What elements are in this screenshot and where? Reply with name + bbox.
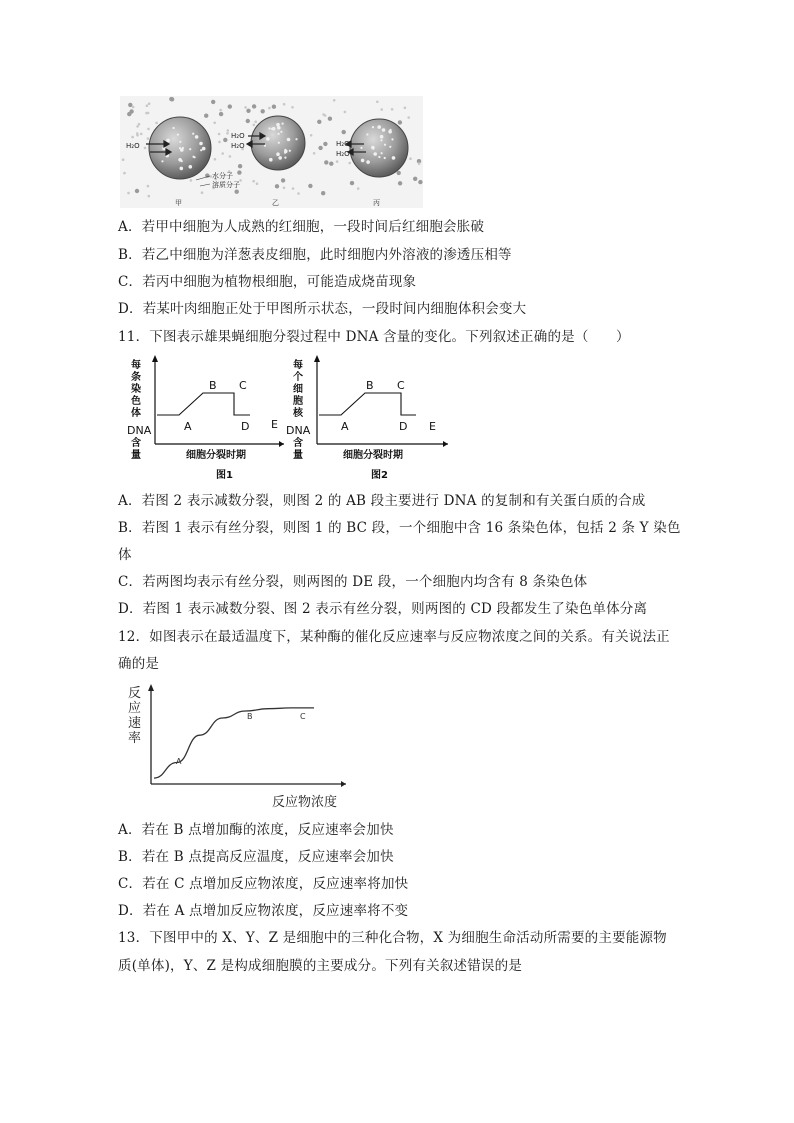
water-dot: [136, 125, 139, 128]
fig2-ylabel-c2: 个: [293, 372, 303, 383]
solute-dot: [413, 177, 417, 181]
water-dot: [140, 133, 143, 136]
inner-molecule-dot: [372, 148, 374, 150]
water-dot: [376, 101, 379, 104]
inner-molecule-dot: [195, 135, 199, 139]
solute-dot: [317, 120, 321, 124]
legend-solute: 溶质分子: [212, 181, 240, 189]
q10-option-d: D．若某叶肉细胞正处于甲图所示状态，一段时间内细胞体积会变大: [118, 301, 527, 317]
inner-molecule-dot: [271, 128, 273, 130]
water-dot: [146, 104, 149, 107]
fig2-point-e: E: [429, 420, 436, 433]
water-dot: [344, 111, 347, 114]
solute-dot: [128, 103, 132, 107]
solute-dot: [272, 105, 276, 109]
q12-stem-line2: 确的是: [118, 656, 160, 672]
inner-molecule-dot: [366, 133, 368, 135]
q12-option-c: C．若在 C 点增加反应物浓度，反应速率将加快: [118, 876, 409, 892]
water-dot: [418, 162, 421, 165]
inner-molecule-dot: [284, 152, 286, 154]
inner-molecule-dot: [384, 144, 386, 146]
legend-water: 水分子: [212, 172, 233, 180]
h2o-label-jia: H₂O: [126, 142, 140, 150]
water-dot: [380, 108, 383, 111]
label-yi: 乙: [272, 199, 279, 207]
solute-dot: [228, 104, 232, 108]
inner-molecule-dot: [182, 147, 184, 149]
solute-dot: [246, 119, 250, 123]
water-dot: [244, 106, 247, 109]
inner-molecule-dot: [178, 158, 182, 162]
inner-molecule-dot: [391, 138, 393, 140]
water-dot: [190, 179, 193, 182]
water-dot: [218, 141, 221, 144]
inner-molecule-dot: [388, 130, 392, 134]
inner-molecule-dot: [199, 142, 203, 146]
fig1-caption: 图1: [216, 470, 233, 481]
fig2-ylabel-c6: 含: [293, 438, 303, 449]
solute-dot: [246, 109, 250, 113]
water-dot: [218, 133, 221, 136]
solute-dot: [204, 114, 208, 118]
inner-molecule-dot: [278, 156, 282, 160]
h2o-label-yi-2: H₂O: [231, 142, 245, 150]
water-dot: [148, 195, 151, 198]
h2o-label-bing-2: H₂O: [336, 150, 350, 158]
fig2-ylabel-dna: DNA: [286, 424, 311, 437]
water-dot: [254, 121, 257, 124]
osmosis-svg: [120, 96, 423, 208]
inner-molecule-dot: [380, 139, 382, 141]
water-dot: [324, 114, 327, 117]
osmosis-figure: [120, 96, 423, 208]
water-dot: [144, 147, 147, 150]
water-dot: [131, 136, 134, 139]
fig2-ylabel-c5: 核: [293, 408, 303, 419]
water-dot: [227, 129, 230, 132]
solute-dot: [318, 146, 322, 150]
inner-molecule-dot: [377, 125, 381, 129]
fig2-point-b: B: [366, 379, 374, 392]
fig1-ylabel-c1: 每: [131, 360, 141, 371]
water-dot: [391, 108, 394, 111]
inner-molecule-dot: [278, 133, 280, 135]
water-dot: [226, 132, 229, 135]
water-dot: [155, 122, 158, 125]
solute-dot: [275, 184, 279, 188]
inner-molecule-dot: [202, 147, 206, 151]
inner-molecule-dot: [266, 137, 270, 141]
water-dot: [297, 192, 300, 195]
solute-dot: [235, 190, 239, 194]
inner-molecule-dot: [194, 156, 196, 158]
inner-molecule-dot: [192, 133, 194, 135]
solute-dot: [261, 109, 265, 113]
solute-dot: [211, 100, 215, 104]
reaction-rate-chart: [124, 684, 354, 812]
q12-point-a: A: [176, 757, 182, 766]
fig1-point-d: D: [241, 420, 250, 433]
q11-stem: 11．下图表示雄果蝇细胞分裂过程中 DNA 含量的变化。下列叙述正确的是（ ）: [118, 329, 630, 345]
fig2-point-a: A: [341, 420, 349, 433]
fig1-point-e: E: [271, 418, 278, 431]
water-dot: [221, 152, 224, 155]
inner-molecule-dot: [200, 149, 202, 151]
inner-molecule-dot: [264, 145, 266, 147]
inner-molecule-dot: [360, 147, 362, 149]
fig2-ylabel-c3: 细: [293, 384, 303, 395]
q12-option-a: A．若在 B 点增加酶的浓度，反应速率会加快: [118, 822, 394, 838]
solute-dot: [281, 178, 285, 182]
water-dot: [407, 116, 410, 119]
fig1-ylabel-c3: 染: [131, 384, 141, 395]
inner-molecule-dot: [269, 158, 273, 162]
solute-dot: [398, 120, 402, 124]
fig2-point-d: D: [399, 420, 408, 433]
solute-dot: [129, 109, 133, 113]
fig2-ylabel-c1: 每: [293, 360, 303, 371]
h2o-label-yi-1: H₂O: [231, 132, 245, 140]
q12-rate-curve: [154, 708, 314, 778]
water-dot: [291, 106, 294, 109]
inner-molecule-dot: [378, 156, 380, 158]
q12-point-b: B: [247, 712, 253, 721]
water-dot: [148, 102, 151, 105]
q13-stem-line1: 13．下图甲中的 X、Y、Z 是细胞中的三种化合物，X 为细胞生命活动所需要的主要能源物: [118, 930, 667, 946]
inner-molecule-dot: [276, 152, 280, 156]
water-dot: [404, 107, 407, 110]
fig1-point-b: B: [209, 379, 217, 392]
inner-molecule-dot: [295, 138, 297, 140]
fig1-ylabel-c7: 量: [131, 450, 141, 461]
q12-option-b: B．若在 B 点提高反应温度，反应速率会加快: [118, 849, 394, 865]
fig2-xlabel: 细胞分裂时期: [343, 450, 403, 461]
inner-molecule-dot: [384, 157, 386, 159]
fig1-point-a: A: [184, 420, 192, 433]
inner-molecule-dot: [361, 159, 365, 163]
solute-dot: [323, 142, 327, 146]
water-dot: [409, 157, 412, 160]
q13-stem-line2: 质(单体)，Y、Z 是构成细胞膜的主要成分。下列有关叙述错误的是: [118, 958, 523, 974]
water-dot: [123, 172, 126, 175]
fig2-curve: [319, 393, 416, 415]
solute-dot: [342, 130, 346, 134]
solute-dot: [252, 104, 256, 108]
water-dot: [127, 192, 130, 195]
inner-molecule-dot: [161, 160, 163, 162]
water-dot: [147, 185, 150, 188]
q11-figure-1: [124, 354, 284, 488]
water-dot: [253, 124, 256, 127]
inner-molecule-dot: [189, 148, 191, 150]
water-dot: [219, 109, 222, 112]
inner-molecule-dot: [382, 128, 386, 132]
q12-option-d: D．若在 A 点增加反应物浓度，反应速率将不变: [118, 903, 409, 919]
water-dot: [214, 158, 217, 161]
solute-dot: [308, 184, 312, 188]
water-dot: [147, 137, 150, 140]
q10-option-c: C．若丙中细胞为植物根细胞，可能造成烧苗现象: [118, 274, 417, 290]
solute-dot: [238, 164, 242, 168]
solute-dot: [324, 160, 328, 164]
inner-molecule-dot: [381, 152, 383, 154]
water-dot: [147, 128, 150, 131]
q12-stem-line1: 12．如图表示在最适温度下，某种酶的催化反应速率与反应物浓度之间的关系。有关说法正: [118, 629, 670, 645]
q11-option-a: A．若图 2 表示减数分裂，则图 2 的 AB 段主要进行 DNA 的复制和有关蛋白质的合成: [118, 493, 646, 509]
inner-molecule-dot: [166, 139, 170, 143]
inner-molecule-dot: [366, 160, 370, 164]
inner-molecule-dot: [389, 146, 391, 148]
water-dot: [268, 107, 271, 110]
fig1-curve: [157, 393, 250, 415]
solute-dot: [397, 171, 401, 175]
inner-molecule-dot: [189, 165, 193, 169]
inner-molecule-dot: [278, 142, 280, 144]
fig2-ylabel-c7: 量: [293, 450, 303, 461]
q10-option-b: B．若乙中细胞为洋葱表皮细胞，此时细胞内外溶液的渗透压相等: [118, 247, 512, 263]
solute-dot: [418, 180, 422, 184]
q12-ylabel-c2: 应: [128, 701, 142, 716]
fig1-ylabel-c5: 体: [131, 408, 141, 419]
fig2-ylabel-c4: 胞: [293, 396, 303, 407]
q12-point-c: C: [300, 712, 306, 721]
q11-option-d: D．若图 1 表示减数分裂、图 2 表示有丝分裂，则两图的 CD 段都发生了染色单体分离: [118, 601, 648, 617]
water-dot: [132, 106, 135, 109]
water-dot: [283, 103, 286, 106]
solute-dot: [219, 112, 223, 116]
water-dot: [348, 162, 351, 165]
fig1-ylabel-c2: 条: [131, 372, 141, 383]
inner-molecule-dot: [392, 156, 396, 160]
water-dot: [336, 160, 339, 163]
water-dot: [122, 158, 125, 161]
inner-molecule-dot: [289, 150, 291, 152]
fig1-ylabel-c6: 含: [131, 438, 141, 449]
water-dot: [357, 187, 360, 190]
q10-option-a: A．若甲中细胞为人成熟的红细胞，一段时间后红细胞会胀破: [118, 219, 485, 235]
solute-dot: [170, 97, 174, 101]
label-bing: 丙: [373, 199, 380, 207]
solute-dot: [223, 138, 227, 142]
water-dot: [333, 99, 336, 102]
fig1-xlabel: 细胞分裂时期: [186, 450, 246, 461]
inner-molecule-dot: [282, 123, 284, 125]
solute-dot: [135, 189, 139, 193]
water-dot: [138, 123, 141, 126]
inner-molecule-dot: [179, 141, 181, 143]
inner-molecule-dot: [276, 123, 280, 127]
inner-molecule-dot: [177, 134, 179, 136]
inner-molecule-dot: [173, 127, 175, 129]
water-dot: [252, 180, 255, 183]
water-dot: [145, 112, 148, 115]
water-dot: [229, 155, 232, 158]
q11-option-b: B．若图 1 表示有丝分裂，则图 1 的 BC 段，一个细胞中含 16 条染色体，包括 2 条 Y 染色: [118, 520, 681, 536]
inner-molecule-dot: [287, 138, 291, 142]
solute-dot: [398, 181, 402, 185]
q12-ylabel-c4: 率: [128, 731, 142, 746]
q11-figure-2: [283, 354, 448, 488]
q12-ylabel-c1: 反: [128, 686, 142, 701]
q12-figure: [124, 684, 354, 816]
fig2-caption: 图2: [371, 470, 388, 481]
water-dot: [310, 134, 313, 137]
inner-molecule-dot: [280, 131, 282, 133]
q11-option-c: C．若两图均表示有丝分裂，则两图的 DE 段，一个细胞内均含有 8 条染色体: [118, 574, 588, 590]
fig1-ylabel-c4: 色: [131, 396, 141, 407]
solute-dot: [350, 181, 354, 185]
water-dot: [256, 182, 259, 185]
water-dot: [201, 191, 204, 194]
water-dot: [136, 132, 139, 135]
q12-ylabel-c3: 速: [128, 716, 142, 731]
solute-dot: [237, 170, 241, 174]
water-dot: [213, 122, 216, 125]
inner-molecule-dot: [372, 126, 374, 128]
q11-option-b-cont: 体: [118, 547, 132, 563]
label-jia: 甲: [175, 199, 182, 207]
q12-xlabel: 反应物浓度: [272, 795, 338, 810]
solute-dot: [321, 191, 325, 195]
inner-molecule-dot: [180, 167, 184, 171]
inner-molecule-dot: [268, 127, 270, 129]
fig2-point-c: C: [397, 379, 405, 392]
fig1-point-c: C: [239, 379, 247, 392]
inner-molecule-dot: [277, 126, 281, 130]
fig1-ylabel-dna: DNA: [127, 424, 152, 437]
inner-molecule-dot: [373, 152, 377, 156]
water-dot: [292, 187, 295, 190]
solute-dot: [329, 162, 333, 166]
solute-dot: [328, 117, 332, 121]
water-dot: [283, 187, 286, 190]
water-dot: [313, 152, 316, 155]
inner-molecule-dot: [284, 157, 286, 159]
inner-molecule-dot: [380, 135, 384, 139]
h2o-label-bing-1: H₂O: [336, 140, 350, 148]
